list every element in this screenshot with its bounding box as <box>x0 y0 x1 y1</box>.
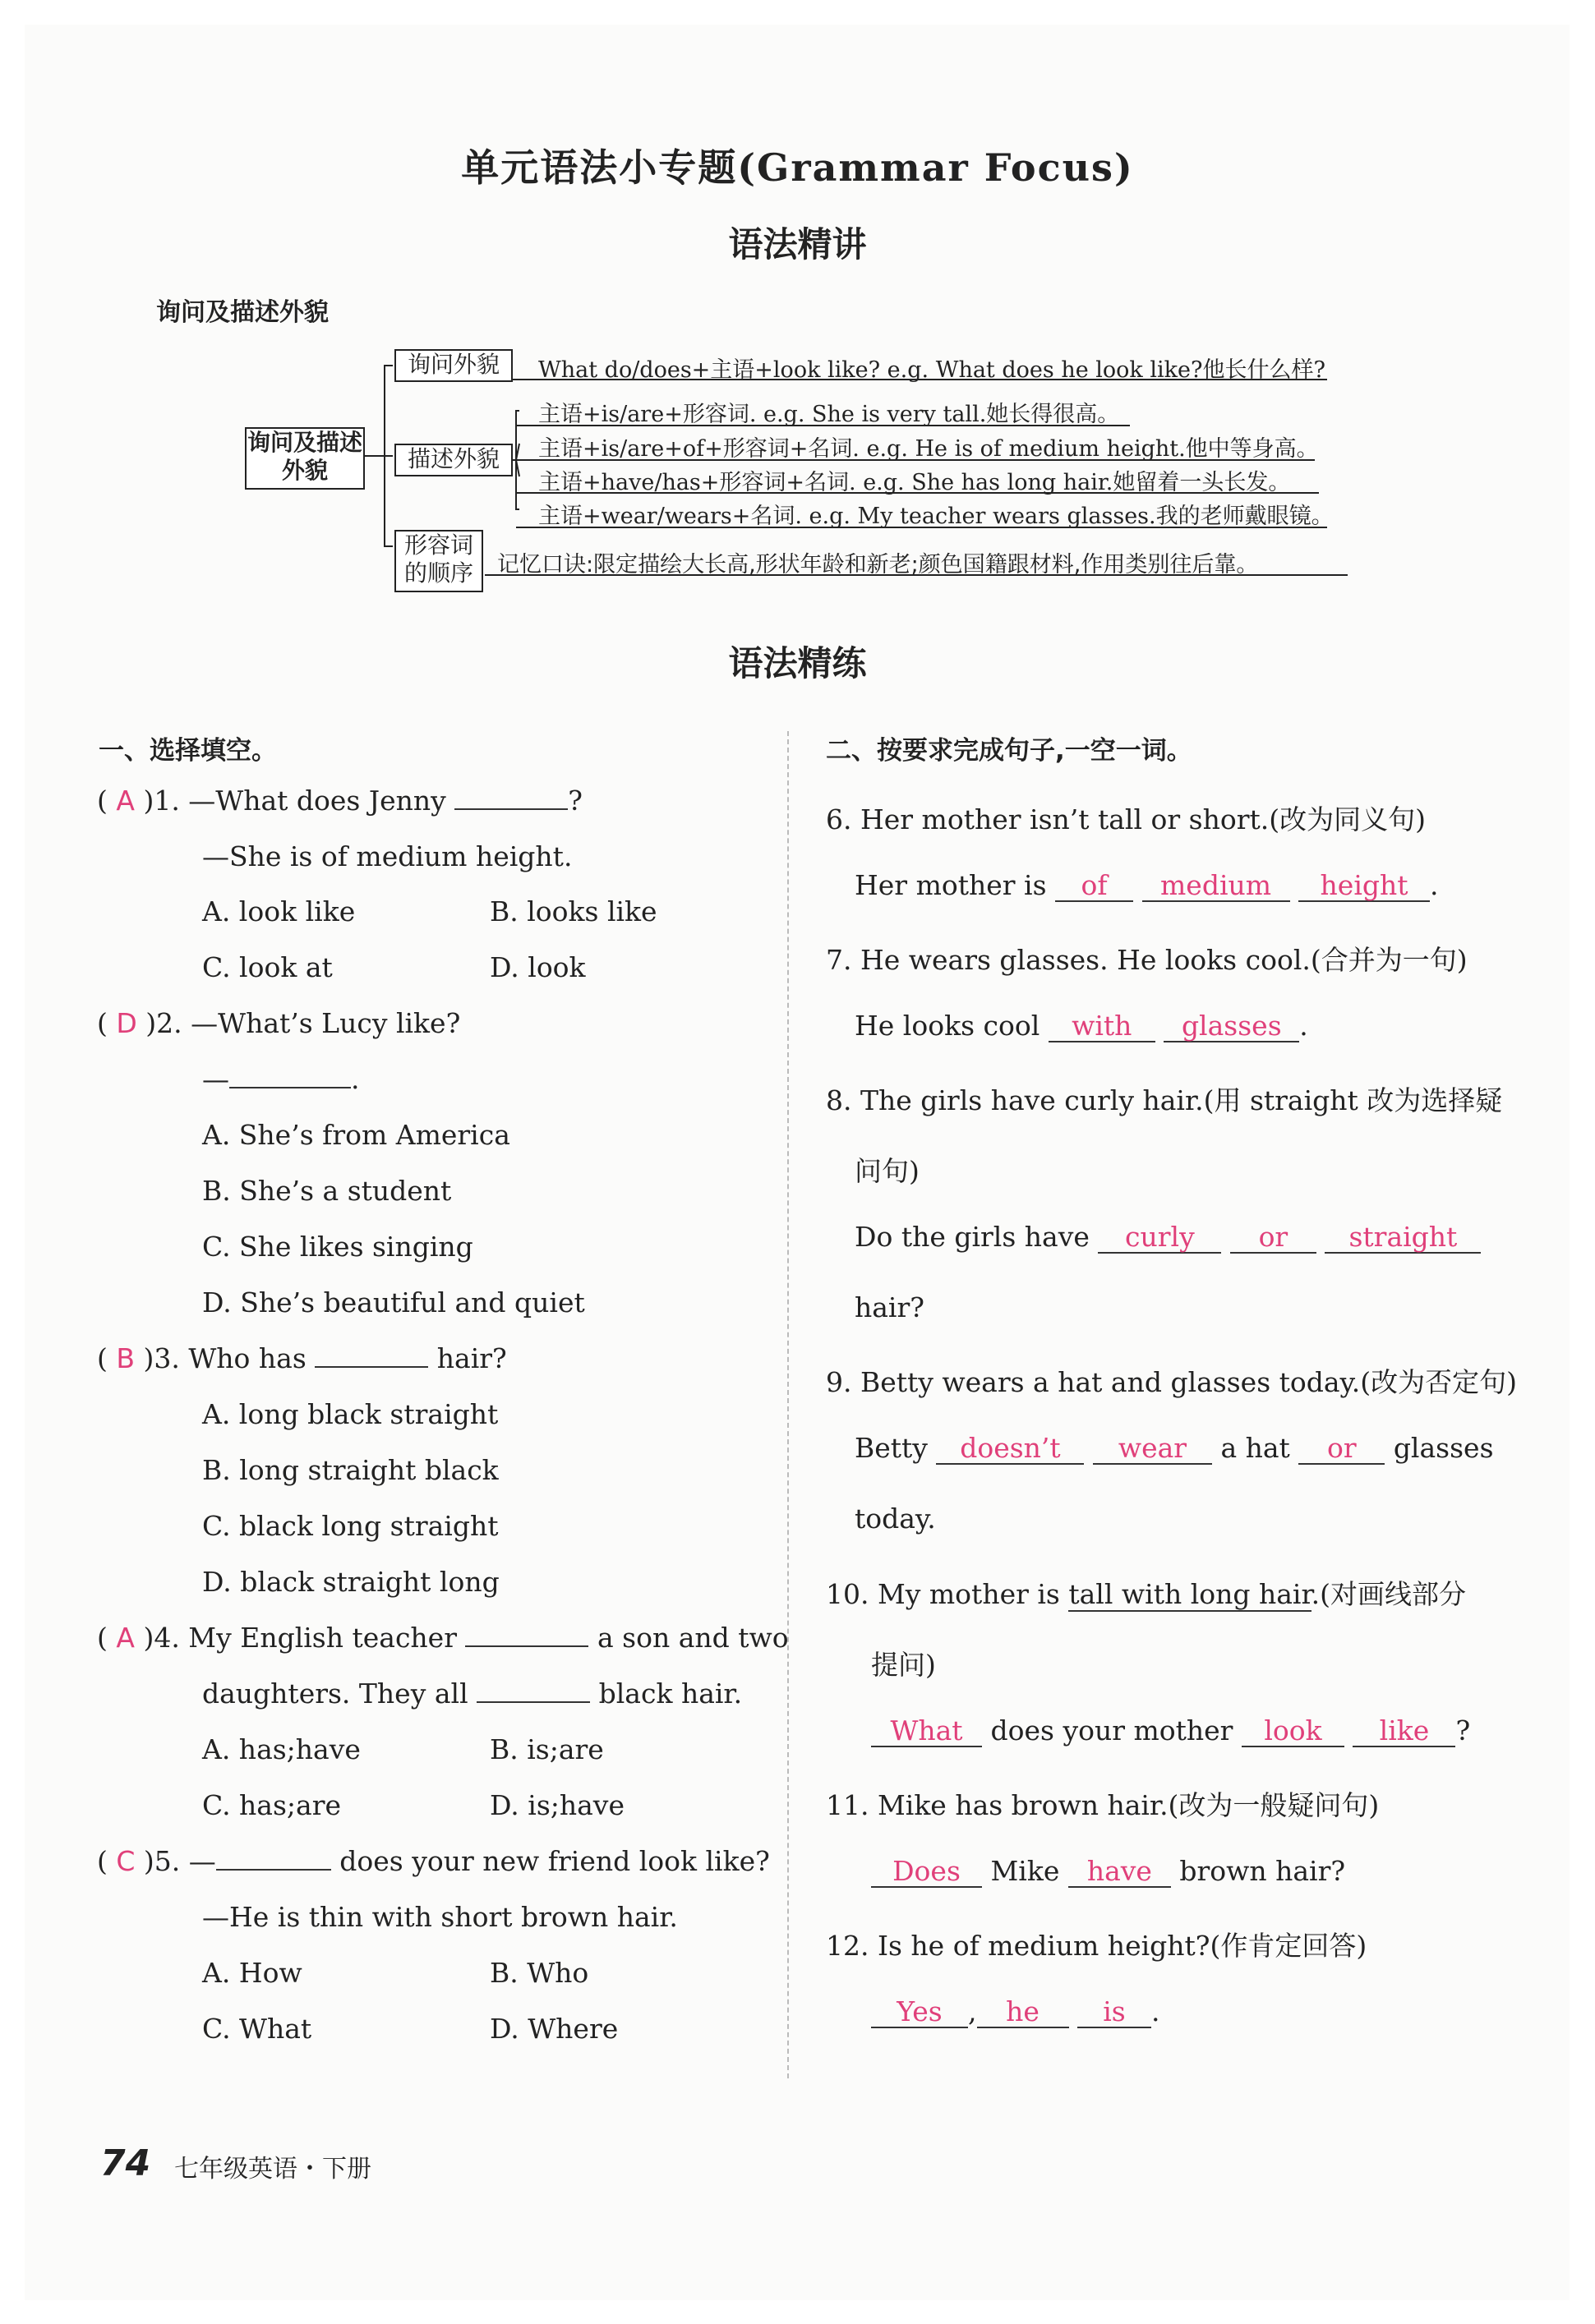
q10-blank-3[interactable]: like <box>1353 1716 1455 1747</box>
q2-option-a: A. She’s from America <box>202 1119 510 1151</box>
mindmap-heading: 询问及描述外貌 <box>156 298 329 327</box>
q10-underlined-part: tall with long hair <box>1068 1578 1311 1610</box>
mindmap-root: 询问及描述外貌 <box>245 427 365 490</box>
q9-blank-3[interactable]: or <box>1298 1434 1385 1465</box>
q2-reply: — . <box>202 1063 360 1095</box>
q11-stem: 11. Mike has brown hair.(改为一般疑问句) <box>826 1789 1380 1821</box>
q11-blank-2[interactable]: have <box>1068 1857 1171 1888</box>
q4-stem-line2: daughters. They all black hair. <box>202 1677 743 1710</box>
q9-blank-2[interactable]: wear <box>1093 1434 1212 1465</box>
q2-option-d: D. She’s beautiful and quiet <box>202 1286 585 1318</box>
q5-stem: ( C )5. — does your new friend look like? <box>97 1845 770 1877</box>
q1-stem: ( A )1. —What does Jenny ? <box>97 785 583 817</box>
part2-heading: 二、按要求完成句子,一空一词。 <box>826 736 1192 766</box>
q3-option-c: C. black long straight <box>202 1510 499 1542</box>
q8-answer-line: Do the girls have curly or straight <box>855 1221 1481 1254</box>
q8-blank-1[interactable]: curly <box>1098 1222 1221 1254</box>
q5-reply: —He is thin with short brown hair. <box>202 1901 678 1933</box>
q4-answer: A <box>116 1622 135 1654</box>
q10-stem-line2: 提问) <box>871 1649 936 1681</box>
q7-blank-2[interactable]: glasses <box>1164 1011 1299 1042</box>
q12-blank-1[interactable]: Yes <box>871 1997 968 2028</box>
q6-blank-3[interactable]: height <box>1298 871 1430 902</box>
q4-option-d: D. is;have <box>490 1789 625 1821</box>
mindmap-branch-adj-order: 形容词的顺序 <box>394 530 483 592</box>
q8-blank-2[interactable]: or <box>1230 1222 1316 1254</box>
q4-stem: ( A )4. My English teacher a son and two <box>97 1622 789 1654</box>
q9-stem: 9. Betty wears a hat and glasses today.(改为否定句) <box>826 1366 1518 1398</box>
q3-stem: ( B )3. Who has hair? <box>97 1342 507 1374</box>
q8-stem-line2: 问句) <box>855 1155 920 1187</box>
q2-option-b: B. She’s a student <box>202 1175 452 1207</box>
q8-stem: 8. The girls have curly hair.(用 straight 改为选择疑 <box>826 1084 1503 1116</box>
q6-blank-2[interactable]: medium <box>1142 871 1290 902</box>
page-title: 单元语法小专题(Grammar Focus) <box>461 145 1134 190</box>
column-divider <box>787 731 789 2078</box>
q12-blank-3[interactable]: is <box>1077 1997 1151 2028</box>
q10-blank-2[interactable]: look <box>1242 1716 1344 1747</box>
mindmap-branch-describe: 描述外貌 <box>394 444 513 476</box>
q6-stem: 6. Her mother isn’t tall or short.(改为同义句) <box>826 803 1426 835</box>
q11-answer-line: Does Mike have brown hair? <box>871 1855 1345 1888</box>
mindmap-adj-order-line: 记忆口诀:限定描绘大长高,形状年龄和新老;颜色国籍跟材料,作用类别往后靠。 <box>497 552 1259 578</box>
q6-answer-line: Her mother is of medium height . <box>855 869 1439 901</box>
q9-answer-line: Betty doesn’t wear a hat or glasses <box>855 1432 1494 1464</box>
book-title: 七年级英语・下册 <box>174 2155 371 2184</box>
q5-answer: C <box>116 1845 136 1877</box>
mindmap-describe-line-2: 主语+is/are+of+形容词+名词. e.g. He is of medium height.他中等身高。 <box>538 436 1319 462</box>
mindmap-describe-line-1: 主语+is/are+形容词. e.g. She is very tall.她长得很高。 <box>538 402 1120 427</box>
q11-blank-1[interactable]: Does <box>871 1857 982 1888</box>
mindmap-branch-ask: 询问外貌 <box>394 349 513 382</box>
q12-stem: 12. Is he of medium height?(作肯定回答) <box>826 1930 1367 1962</box>
q4-option-b: B. is;are <box>490 1733 604 1765</box>
mindmap-describe-line-4: 主语+wear/wears+名词. e.g. My teacher wears glasses.我的老师戴眼镜。 <box>538 504 1334 529</box>
q10-stem: 10. My mother is tall with long hair.(对画线部分 <box>826 1578 1466 1610</box>
q3-option-b: B. long straight black <box>202 1454 499 1486</box>
section-explain-title: 语法精讲 <box>728 224 867 265</box>
q8-answer-end: hair? <box>855 1291 924 1323</box>
q7-answer-line: He looks cool with glasses . <box>855 1010 1308 1042</box>
q1-option-a: A. look like <box>202 895 356 927</box>
q2-stem: ( D )2. —What’s Lucy like? <box>97 1007 461 1039</box>
q5-option-c: C. What <box>202 2013 312 2045</box>
q1-option-b: B. looks like <box>490 895 657 927</box>
q2-answer: D <box>116 1007 137 1039</box>
mindmap-ask-line: What do/does+主语+look like? e.g. What does he look like?他长什么样? <box>538 357 1325 383</box>
section-practice-title: 语法精练 <box>728 643 867 683</box>
part1-heading: 一、选择填空。 <box>99 736 277 766</box>
q12-blank-2[interactable]: he <box>977 1997 1069 2028</box>
q5-option-b: B. Who <box>490 1957 589 1989</box>
q5-option-d: D. Where <box>490 2013 619 2045</box>
q12-answer-line: Yes , he is . <box>871 1995 1160 2028</box>
q1-answer: A <box>116 785 135 817</box>
q1-option-c: C. look at <box>202 951 333 983</box>
q10-answer-line: What does your mother look like ? <box>871 1714 1470 1747</box>
q3-option-d: D. black straight long <box>202 1566 500 1598</box>
q8-blank-3[interactable]: straight <box>1325 1222 1481 1254</box>
q3-answer: B <box>116 1342 136 1374</box>
q10-blank-1[interactable]: What <box>871 1716 982 1747</box>
q7-blank-1[interactable]: with <box>1049 1011 1155 1042</box>
q9-answer-end: today. <box>855 1503 936 1535</box>
q1-reply: —She is of medium height. <box>202 840 573 872</box>
q4-option-c: C. has;are <box>202 1789 342 1821</box>
page-number: 74 <box>100 2142 151 2184</box>
q9-blank-1[interactable]: doesn’t <box>936 1434 1084 1465</box>
q2-option-c: C. She likes singing <box>202 1231 473 1263</box>
q4-option-a: A. has;have <box>202 1733 361 1765</box>
q6-blank-1[interactable]: of <box>1055 871 1133 902</box>
q3-option-a: A. long black straight <box>202 1398 499 1430</box>
mindmap-describe-line-3: 主语+have/has+形容词+名词. e.g. She has long hair.她留着一头长发。 <box>538 470 1291 495</box>
q5-option-a: A. How <box>202 1957 302 1989</box>
q1-option-d: D. look <box>490 951 586 983</box>
q7-stem: 7. He wears glasses. He looks cool.(合并为一句) <box>826 944 1468 976</box>
